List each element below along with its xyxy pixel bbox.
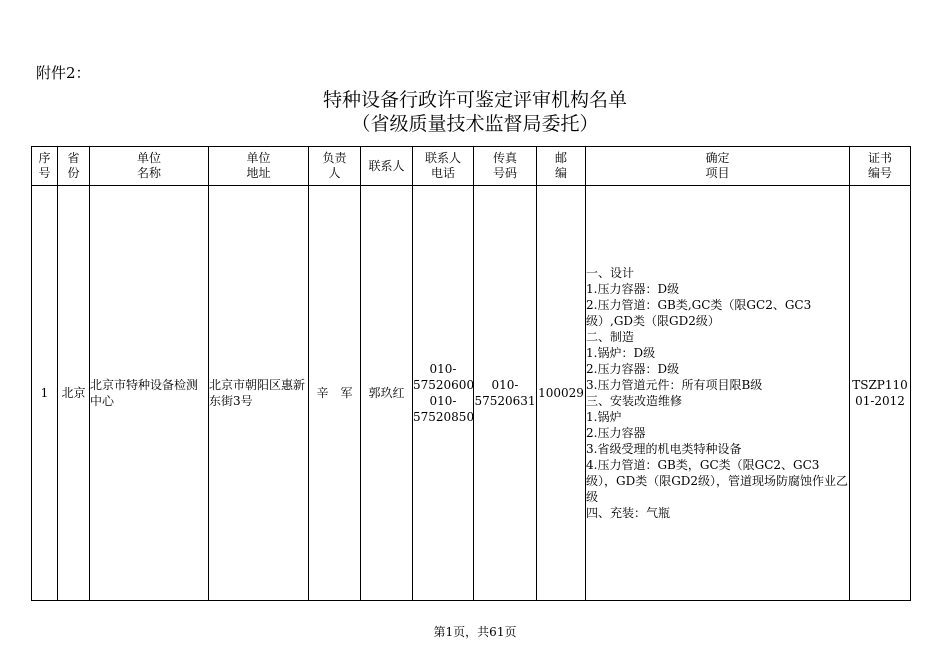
cell-unit-address: 北京市朝阳区惠新东街3号: [209, 186, 309, 601]
cell-head: 辛 军: [309, 186, 361, 601]
table-row: [32, 186, 911, 601]
cell-contact: 郭玖红: [361, 186, 413, 601]
header-fax: 传真 号码: [474, 147, 537, 186]
header-head: 负责 人: [309, 147, 361, 186]
attachment-label: 附件2：: [36, 64, 91, 82]
header-contact-phone: 联系人 电话: [413, 147, 474, 186]
page-footer: 第1页，共61页: [433, 625, 517, 639]
cell-unit-name: 北京市特种设备检测中心: [90, 186, 209, 601]
cell-contact-phone: 010- 57520600 010- 57520850: [413, 186, 474, 601]
header-unit-address: 单位 地址: [209, 147, 309, 186]
header-unit-name: 单位 名称: [90, 147, 209, 186]
header-items: 确定 项目: [586, 147, 850, 186]
cell-cert-no: TSZP11001-2012: [850, 186, 911, 601]
cell-seq: 1: [32, 186, 58, 601]
header-seq: 序 号: [32, 147, 58, 186]
header-postcode: 邮 编: [537, 147, 586, 186]
cell-items: 一、设计 1.压力容器：D级 2.压力管道：GB类,GC类（限GC2、GC3级）,GD类（限GD2级） 二、制造 1.锅炉：D级 2.压力容器：D级 3.压力管道元件：所有项目限B级 三、安装改造维修 1.锅炉 2.压力容器 3.省级受理的机电类特种设备 4.压力管道：GB类，GC类（限GC2、GC3级），GD类（限GD2级），管道现场防腐蚀作业乙级 四、充装：气瓶: [586, 186, 850, 601]
cell-province: 北京: [58, 186, 90, 601]
header-cert-no: 证书 编号: [850, 147, 911, 186]
cell-postcode: 100029: [537, 186, 586, 601]
header-contact: 联系人: [361, 147, 413, 186]
document-title: 特种设备行政许可鉴定评审机构名单: [322, 89, 627, 111]
document-subtitle: （省级质量技术监督局委托）: [351, 113, 599, 135]
institution-table: [31, 146, 911, 601]
cell-fax: 010- 57520631: [474, 186, 537, 601]
header-province: 省 份: [58, 147, 90, 186]
table-header-row: [32, 147, 911, 186]
